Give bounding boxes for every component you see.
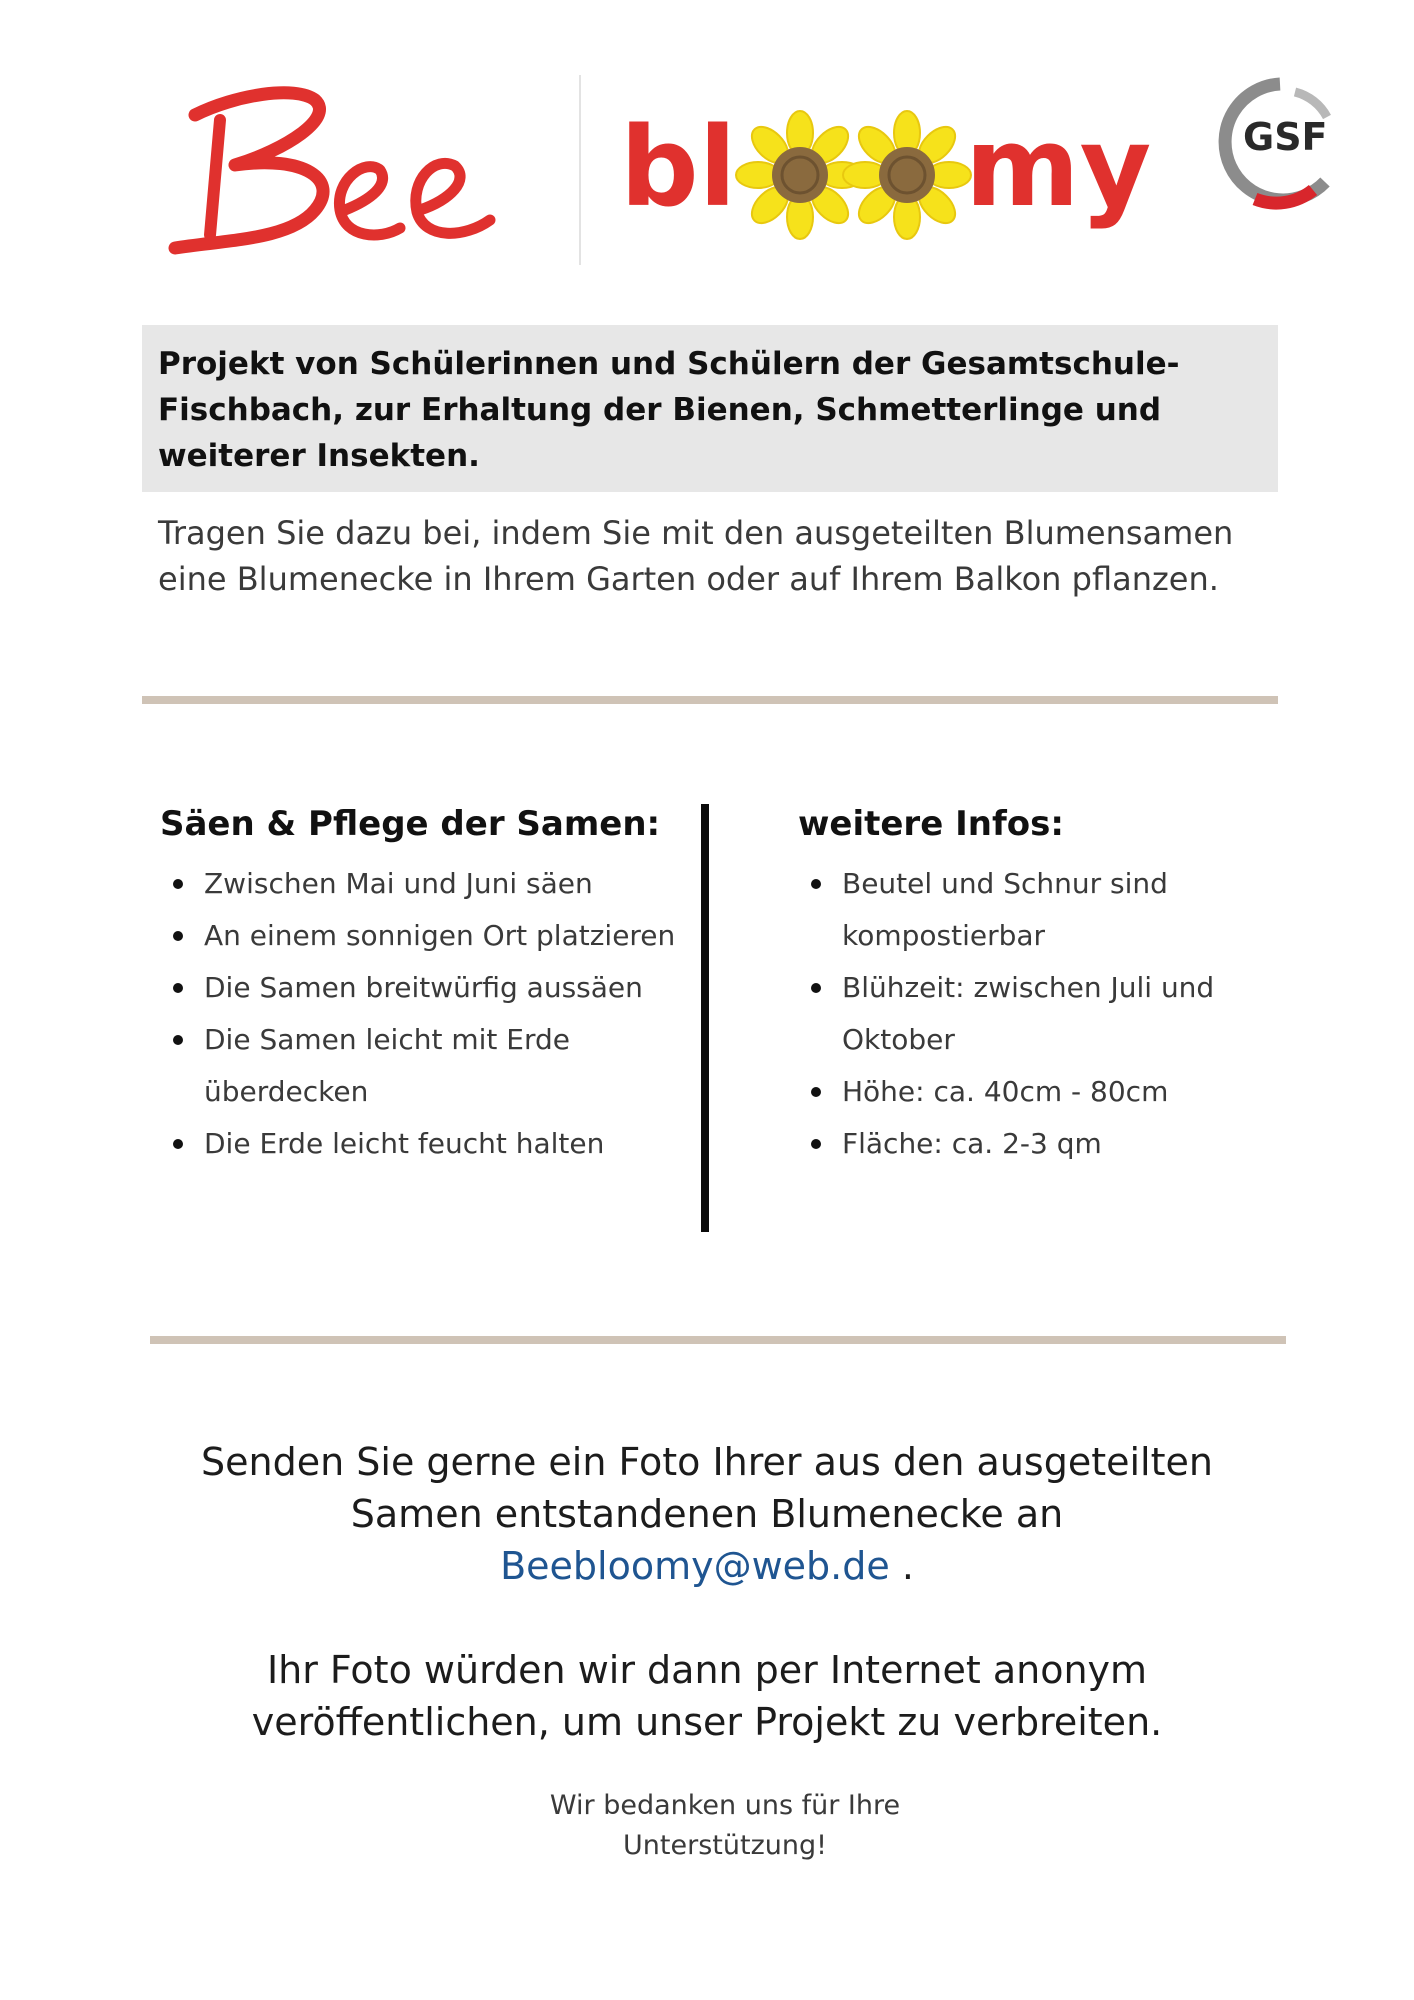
intro-text: Tragen Sie dazu bei, indem Sie mit den ausgeteilten Blumensamen eine Blumenecke in Ihrem Garten oder auf Ihrem Balkon pflanzen. xyxy=(158,514,1234,598)
email-suffix: . xyxy=(889,1544,914,1588)
info-list xyxy=(798,858,1288,1170)
bloomy-logo xyxy=(610,80,1170,280)
publish-note: Ihr Foto würden wir dann per Internet anonym veröffentlichen, um unser Projekt zu verbreiten. xyxy=(251,1648,1163,1744)
email-link[interactable]: Beebloomy@web.de xyxy=(500,1544,890,1588)
gsf-logo-text: GSF xyxy=(1243,115,1328,159)
list-item: Zwischen Mai und Juni säen xyxy=(204,858,680,910)
intro-box xyxy=(142,325,1278,492)
section-divider xyxy=(142,696,1278,704)
photo-request-text: Senden Sie gerne ein Foto Ihrer aus den ausgeteilten Samen entstandenen Blumenecke an xyxy=(201,1440,1213,1536)
list-item: Die Samen breitwürfig aussäen xyxy=(204,962,680,1014)
intro-heading: Projekt von Schülerinnen und Schülern der Gesamtschule-Fischbach, zur Erhaltung der Bienen, Schmetterlinge und weiterer Insekten. xyxy=(158,346,1180,474)
bloomy-logo-text-my: my xyxy=(965,103,1152,231)
care-title: Säen & Pflege der Samen: xyxy=(160,804,661,844)
list-item: Beutel und Schnur sind kompostierbar xyxy=(842,858,1288,962)
bee-logo xyxy=(165,70,545,270)
bloomy-logo-text-bl: bl xyxy=(620,103,737,231)
section-divider xyxy=(150,1336,1286,1344)
care-list xyxy=(160,858,680,1170)
logo-divider xyxy=(579,75,581,265)
list-item: Die Samen leicht mit Erde überdecken xyxy=(204,1014,680,1118)
column-divider xyxy=(701,804,709,1232)
list-item: Höhe: ca. 40cm - 80cm xyxy=(842,1066,1288,1118)
care-column xyxy=(160,800,680,1170)
list-item: An einem sonnigen Ort platzieren xyxy=(204,910,680,962)
list-item: Fläche: ca. 2-3 qm xyxy=(842,1118,1288,1170)
sunflower-icon xyxy=(843,111,971,239)
list-item: Blühzeit: zwischen Juli und Oktober xyxy=(842,962,1288,1066)
thanks-note: Wir bedanken uns für Ihre Unterstützung! xyxy=(549,1790,901,1861)
photo-request xyxy=(150,1436,1264,1592)
info-title: weitere Infos: xyxy=(798,804,1064,844)
list-item: Die Erde leicht feucht halten xyxy=(204,1118,680,1170)
info-column xyxy=(798,800,1288,1170)
gsf-logo xyxy=(1195,72,1345,212)
